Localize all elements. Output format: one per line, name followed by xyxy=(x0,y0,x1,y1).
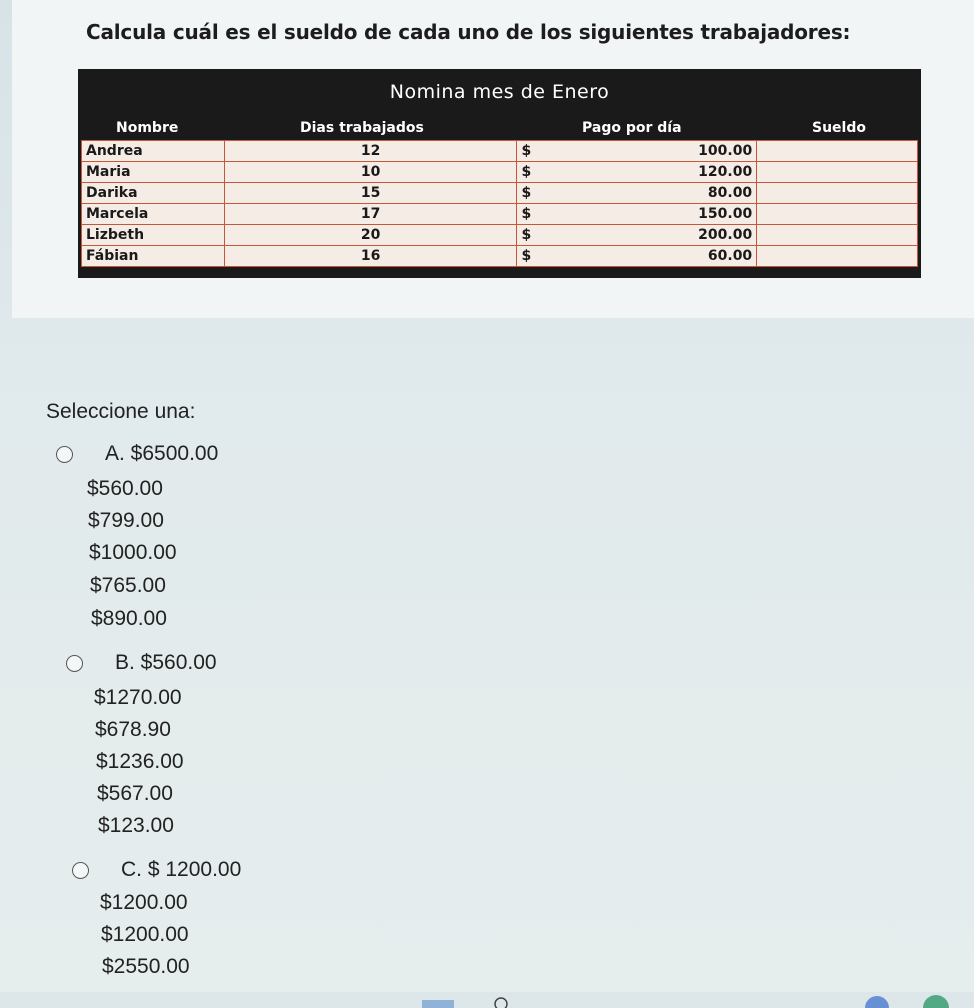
browser-icon xyxy=(918,994,954,1008)
option-c-line: $2550.00 xyxy=(102,955,190,978)
cell-pago: 200.00 xyxy=(547,225,757,246)
header-pago: Pago por día xyxy=(582,120,682,136)
cell-sueldo xyxy=(757,162,918,183)
cell-pago: 80.00 xyxy=(547,183,757,204)
option-a-line: $1000.00 xyxy=(89,541,177,564)
option-c-label: C. $ 1200.00 xyxy=(121,858,242,881)
radio-option-b[interactable] xyxy=(66,655,83,672)
cell-nombre: Andrea xyxy=(82,141,225,162)
cell-sueldo xyxy=(757,246,918,267)
question-title: Calcula cuál es el sueldo de cada uno de los siguientes trabajadores: xyxy=(86,20,851,44)
cell-dias: 15 xyxy=(224,183,517,204)
cell-sueldo xyxy=(757,183,918,204)
option-b-line: $123.00 xyxy=(98,814,174,837)
header-nombre: Nombre xyxy=(116,120,179,136)
table-row xyxy=(82,183,918,204)
cell-dias: 10 xyxy=(224,162,517,183)
option-a-line: $890.00 xyxy=(91,607,167,630)
cell-pago: 100.00 xyxy=(547,141,757,162)
cell-sueldo xyxy=(757,225,918,246)
select-prompt: Seleccione una: xyxy=(46,400,196,423)
cell-moneda: $ xyxy=(517,183,547,204)
option-c-line: $1200.00 xyxy=(100,891,188,914)
header-sueldo: Sueldo xyxy=(812,120,866,136)
search-icon xyxy=(492,994,510,1008)
cell-moneda: $ xyxy=(517,225,547,246)
cell-sueldo xyxy=(757,204,918,225)
table-row xyxy=(82,246,918,267)
taskbar-strip xyxy=(0,992,974,1008)
header-dias: Dias trabajados xyxy=(300,120,424,136)
option-a-line: $560.00 xyxy=(87,477,163,500)
payroll-grid xyxy=(81,140,918,267)
option-c-line: $1200.00 xyxy=(101,923,189,946)
cell-moneda: $ xyxy=(517,141,547,162)
widgets-icon xyxy=(418,994,458,1008)
cell-moneda: $ xyxy=(517,162,547,183)
option-b-line: $1270.00 xyxy=(94,686,182,709)
option-b-label: B. $560.00 xyxy=(115,651,217,674)
option-a-label: A. $6500.00 xyxy=(105,442,219,465)
table-row xyxy=(82,225,918,246)
option-b[interactable] xyxy=(66,651,217,675)
cell-dias: 17 xyxy=(224,204,517,225)
cell-pago: 60.00 xyxy=(547,246,757,267)
option-a[interactable] xyxy=(56,442,218,466)
option-b-line: $1236.00 xyxy=(96,750,184,773)
cell-moneda: $ xyxy=(517,204,547,225)
question-image xyxy=(12,0,974,318)
option-a-line: $799.00 xyxy=(88,509,164,532)
option-a-line: $765.00 xyxy=(90,574,166,597)
cell-dias: 20 xyxy=(224,225,517,246)
cell-dias: 16 xyxy=(224,246,517,267)
cell-nombre: Maria xyxy=(82,162,225,183)
option-c[interactable] xyxy=(72,858,241,882)
option-b-line: $567.00 xyxy=(97,782,173,805)
cell-nombre: Darika xyxy=(82,183,225,204)
cell-nombre: Fábian xyxy=(82,246,225,267)
cell-dias: 12 xyxy=(224,141,517,162)
payroll-table xyxy=(78,69,921,278)
cell-nombre: Lizbeth xyxy=(82,225,225,246)
table-row xyxy=(82,162,918,183)
cell-sueldo xyxy=(757,141,918,162)
option-b-line: $678.90 xyxy=(95,718,171,741)
radio-option-c[interactable] xyxy=(72,862,89,879)
cell-nombre: Marcela xyxy=(82,204,225,225)
table-row xyxy=(82,141,918,162)
app-icon xyxy=(862,994,892,1008)
cell-moneda: $ xyxy=(517,246,547,267)
radio-option-a[interactable] xyxy=(56,446,73,463)
table-row xyxy=(82,204,918,225)
cell-pago: 120.00 xyxy=(547,162,757,183)
payroll-table-title: Nomina mes de Enero xyxy=(389,81,610,103)
cell-pago: 150.00 xyxy=(547,204,757,225)
